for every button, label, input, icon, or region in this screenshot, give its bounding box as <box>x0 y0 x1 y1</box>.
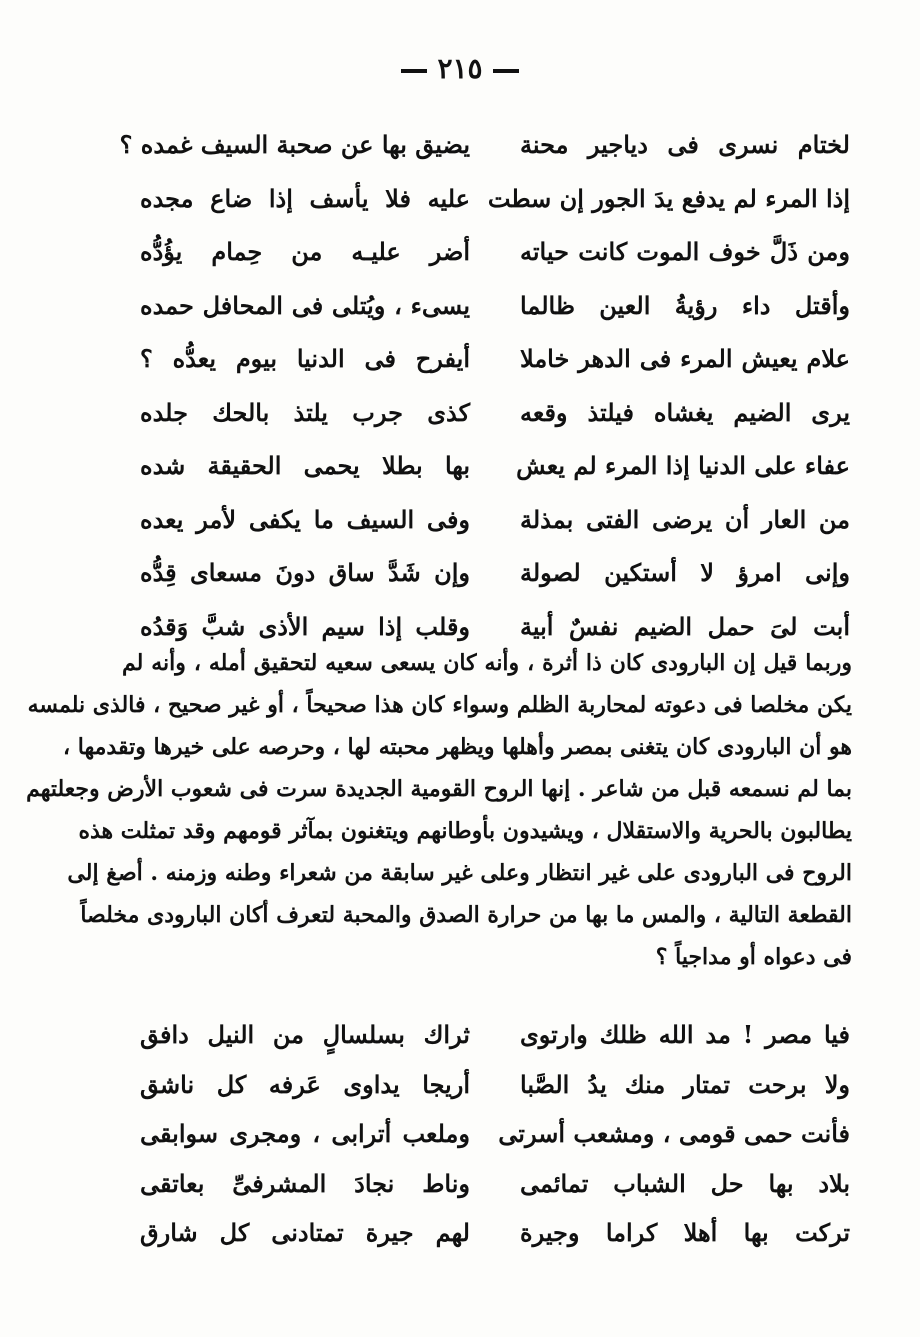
verse <box>140 443 850 497</box>
verse-first-hemistich: من العار أن يرضى الفتى بمذلة <box>520 504 850 534</box>
prose-line: بما لم نسمعه قبل من شاعر . إنها الروح القومية الجديدة سرت فى شعوب الأرض وجعلتهم <box>26 776 852 802</box>
verse-second-hemistich: أيفرح فى الدنيا بيوم يعدُّه ؟ <box>140 344 470 373</box>
verse-first-hemistich: ولا برحت تمتار منك يدُ الصَّبا <box>520 1069 850 1099</box>
verse-second-hemistich: وناط نجادَ المشرفىِّ بعاتقى <box>140 1168 470 1198</box>
verse-second-hemistich: عليه فلا يأسف إذا ضاع مجده <box>140 183 470 213</box>
verse-second-hemistich: لهم جيرة تمتادنى كل شارق <box>140 1218 470 1247</box>
page-number <box>0 52 920 85</box>
verse-first-hemistich: فأنت حمى قومى ، ومشعب أسرتى <box>498 1119 850 1148</box>
prose-line: هو أن البارودى كان يتغنى بمصر وأهلها ويظهر محبته لها ، وحرصه على خيرها وتقدمها ، <box>63 734 852 760</box>
verse <box>140 1012 850 1062</box>
verse <box>140 283 850 337</box>
verse <box>140 550 850 604</box>
prose-paragraph <box>26 642 852 978</box>
verse <box>140 1062 850 1112</box>
verse <box>140 229 850 283</box>
prose-line: يطالبون بالحرية والاستقلال ، ويشيدون بأوطانهم ويتغنون بمآثر قومهم وقد تمثلت هذه <box>78 818 852 844</box>
verse-first-hemistich: فيا مصر ! مد الله ظلك وارتوى <box>520 1020 850 1049</box>
verse-second-hemistich: أضر عليـه من حِمام يؤُدُّه <box>140 237 470 266</box>
verse <box>140 336 850 390</box>
poem-bottom <box>140 1012 850 1260</box>
verse-second-hemistich: وملعب أترابى ، ومجرى سوابقى <box>140 1119 470 1148</box>
prose-line: الروح فى البارودى على غير انتظار وعلى غير سابقة من شعراء وطنه وزمنه . أصغ إلى <box>67 860 852 886</box>
verse-second-hemistich: كذى جرب يلتذ بالحك جلده <box>140 397 470 427</box>
verse-first-hemistich: ومن ذَلَّ خوف الموت كانت حياته <box>520 237 850 266</box>
verse <box>140 1210 850 1260</box>
poem-top <box>119 122 850 657</box>
verse-first-hemistich: إذا المرء لم يدفع يدَ الجور إن سطت <box>487 183 850 213</box>
verse-first-hemistich: تركت بها أهلا كراما وجيرة <box>520 1218 850 1247</box>
verse-second-hemistich: وفى السيف ما يكفى لأمر يعده <box>140 504 470 534</box>
verse-first-hemistich: وأقتل داء رؤيةُ العين ظالما <box>520 290 850 320</box>
verse <box>140 497 850 551</box>
prose-line: يكن مخلصا فى دعوته لمحاربة الظلم وسواء كان هذا صحيحاً ، أو غير صحيح ، فالذى نلمسه <box>27 692 852 718</box>
verse <box>140 1161 850 1211</box>
verse-first-hemistich: يرى الضيم يغشاه فيلتذ وقعه <box>520 397 850 427</box>
verse-first-hemistich: بلاد بها حل الشباب تمائمى <box>520 1168 850 1198</box>
verse-second-hemistich: أريجا يداوى عَرفه كل ناشق <box>140 1069 470 1099</box>
verse-second-hemistich: وإن شَدَّ ساق دونَ مسعاى قِدُّه <box>140 558 470 587</box>
prose-line: القطعة التالية ، والمس ما بها من حرارة الصدق والمحبة لتعرف أكان البارودى مخلصاً <box>80 902 852 928</box>
verse <box>119 122 850 176</box>
verse-second-hemistich: يضيق بها عن صحبة السيف غمده ؟ <box>119 130 470 159</box>
verse-second-hemistich: يسىء ، ويُتلى فى المحافل حمده <box>140 290 470 320</box>
dash-left <box>493 69 519 73</box>
prose-line: وربما قيل إن البارودى كان ذا أثرة ، وأنه كان يسعى سعيه لتحقيق أمله ، وأنه لم <box>122 650 852 676</box>
dash-right <box>401 69 427 73</box>
verse-second-hemistich: بها بطلا يحمى الحقيقة شده <box>140 451 470 480</box>
verse <box>140 1111 850 1161</box>
verse-first-hemistich: أبت لىَ حمل الضيم نفسٌ أبية <box>520 611 850 641</box>
verse <box>140 390 850 444</box>
verse-second-hemistich: وقلب إذا سيم الأذى شبَّ وَقدُه <box>140 611 470 641</box>
verse-first-hemistich: عفاء على الدنيا إذا المرء لم يعش <box>516 451 850 480</box>
verse <box>140 176 850 230</box>
verse-second-hemistich: ثراك بسلسالٍ من النيل دافق <box>140 1020 470 1049</box>
verse-first-hemistich: وإنى امرؤ لا أستكين لصولة <box>520 558 850 587</box>
verse-first-hemistich: علام يعيش المرء فى الدهر خاملا <box>520 344 850 373</box>
prose-line: فى دعواه أو مداجياً ؟ <box>655 944 852 970</box>
page-number-text: ٢١٥ <box>437 52 483 85</box>
verse-first-hemistich: لختام نسرى فى دياجير محنة <box>520 130 850 159</box>
